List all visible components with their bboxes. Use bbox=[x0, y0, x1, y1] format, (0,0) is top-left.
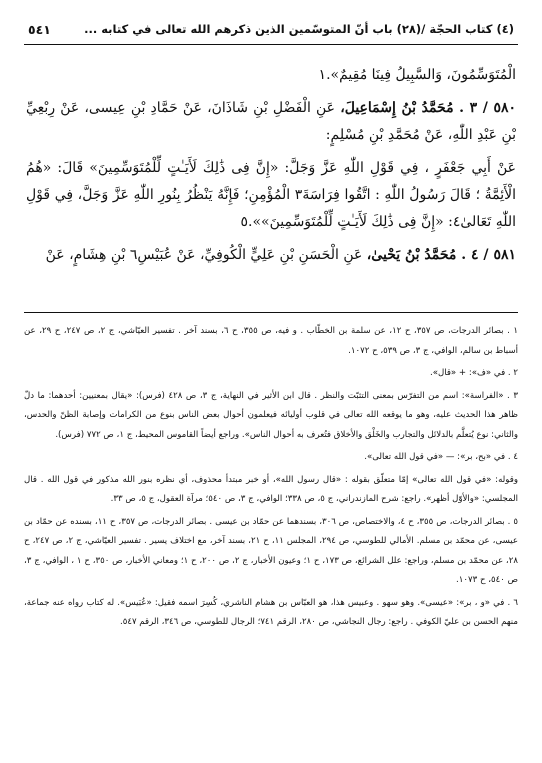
hadith-580-chain: عَنِ الْفَضْلِ بْنِ شَاذَانَ، عَنْ حَمَّادِ بْنِ عِيسى، عَنْ رِبْعِيِّ بْنِ عَبْدِ اللّٰهِ، عَنْ مُحَمَّدِ بْنِ مُسْلِمٍ: bbox=[26, 100, 516, 143]
hadith-581-chain: عَنِ الْحَسَنِ بْنِ عَلِيٍّ الْكُوفِيِّ، عَنْ عُبَيْسِ٦ بْنِ هِشَامٍ، عَنْ bbox=[45, 247, 367, 263]
footnote-5: ٥ . بصائر الدرجات، ص ٣٥٥، ح ٤، والاختصاص، ص ٣٠٦، بسندهما عن حمّاد بن عيسى . بصائر الدرجات، ص ٣٥٧، ح ١١، بسنده عن حمّاد بن عيسى، عن محمّد بن مسلم. الأمالي للطوسي، ص ٢٩٤، المجلس ١١، ح ٢١، بسند آخر، مع اختلاف يسير . تفسير العيّاشي، ج ٢، ص ٢٤٧، ح ٢٨، عن محمّد بن مسلم، وراجع: علل الشرائع، ص ١٧٣، ح ١؛ وعيون الأخبار، ج ٢، ص ٢٠٠، ح ١؛ ومعاني الأخبار، ص ٣٥٠، ح ١ ، الوافي، ج ٣، ص ٥٤٠، ح ١٠٧٣. bbox=[24, 516, 519, 585]
running-header bbox=[28, 18, 514, 40]
hadith-580-text: عَنْ أَبِي جَعْفَرٍ ، فِي قَوْلِ اللّٰهِ عَزَّ وَجَلَّ: «إِنَّ فِى ذَٰلِكَ لَأَيَـٰتٍ لِّلْمُتَوَسِّمِينَ» قَالَ: «هُمُ الْأَئِمَّةُ ؛ قَالَ رَسُولُ اللّٰهِ : اتَّقُوا فِرَاسَةَ٣ الْمُؤْمِنِ؛ فَإِنَّهُ يَنْظُرُ بِنُورِ اللّٰهِ عَزَّ وَجَلَّ، فِي قَوْلِ اللّٰهِ تَعَالىٰ٤: «إِنَّ فِى ذَٰلِكَ لَأَيَـٰتٍ لِّلْمُتَوَسِّمِينَ»».٥ bbox=[26, 160, 516, 230]
paragraph-1: الْمُتَوَسِّمُونَ، وَالسَّبِيلُ فِينَا مُقِيمٌ».١ bbox=[318, 67, 516, 83]
hadith-581 bbox=[26, 242, 516, 269]
footnote-4-continued: وقوله: «في قول الله تعالى» إمّا متعلّق بقوله : «قال رسول الله»، أو خبر مبتدأ محذوف، أي نظره بنور الله مذكور في قول الله . قال المجلسي: «والأوّل أظهر». راجع: شرح المازندراني، ج ٥، ص ٣٣٨؛ الوافي، ج ٣، ص ٥٤٠؛ مرآة العقول، ج ٥، ص ٣٣. bbox=[24, 474, 518, 504]
footnote-1: ١ . بصائر الدرجات، ص ٣٥٧، ح ١٢، عن سلمة بن الخطّاب . و فيه، ص ٣٥٥، ح ٦، بسند آخر . تفسير العيّاشي، ج ٢، ص ٢٤٧، ح ٢٩، عن أسباط بن سالم، الوافي، ج ٣، ص ٥٣٩، ح ١٠٧٢. bbox=[24, 326, 518, 356]
main-text bbox=[26, 62, 516, 275]
footnote-rule bbox=[24, 312, 518, 313]
header-rule bbox=[24, 44, 518, 45]
footnote-2: ٢ . في «ف»: + «قال». bbox=[429, 368, 518, 378]
footnote-3: ٣ . «الفراسة»: اسم من التفرّس بمعنى التثبّت والنظر . قال ابن الأثير في النهاية، ج ٣، ص ٤٢٨ (فرس): «يقال بمعنيين: أحدهما: ما دلّ ظاهر هذا الحديث عليه، وهو ما يوقعه الله تعالى في قلوب أوليائه فيعلمون أحوال بعض الناس بنوع من الكرامات وإصابة الظنّ والحدس، والثاني: نوع يُتعلَّم بالدلائل والتجارب والخَلْق والأخلاق فتُعرف به أحوال الناس». وراجع أيضاً القاموس المحيط، ج ١، ص ٧٧٢ (فرس). bbox=[24, 390, 518, 440]
page-number: ٥٤١ bbox=[28, 21, 51, 37]
hadith-580-number: ٥٨٠ / ٣ . مُحَمَّدُ بْنُ إِسْمَاعِيلَ، bbox=[340, 100, 516, 116]
hadith-581-number: ٥٨١ / ٤ . مُحَمَّدُ بْنُ يَحْيىٰ، bbox=[366, 247, 516, 263]
hadith-580 bbox=[26, 95, 516, 149]
footnote-6: ٦ . في «و ، بر»: «عيسى». وهو سهو . وعبيس هذا، هو العبّاس بن هشام الناشري، كُسِرَ اسمه فقيل: «عُبَيس». له كتاب رواه عنه جماعة، منهم الحسن بن عليّ الكوفي . راجع: رجال النجاشي، ص ٢٨٠، الرقم ٧٤١؛ الرجال للطوسي، ص ٣٤٦، الرقم ٥٤٧. bbox=[24, 597, 518, 627]
footnotes bbox=[24, 322, 518, 636]
footnote-4: ٤ . في «بح، بر»: — «في قول الله تعالى». bbox=[364, 452, 518, 462]
header-title: (٤) كتاب الحجّة /(٢٨) باب أنّ المتوسّمين الذين ذكرهم الله تعالى في كتابه ... bbox=[84, 22, 514, 36]
